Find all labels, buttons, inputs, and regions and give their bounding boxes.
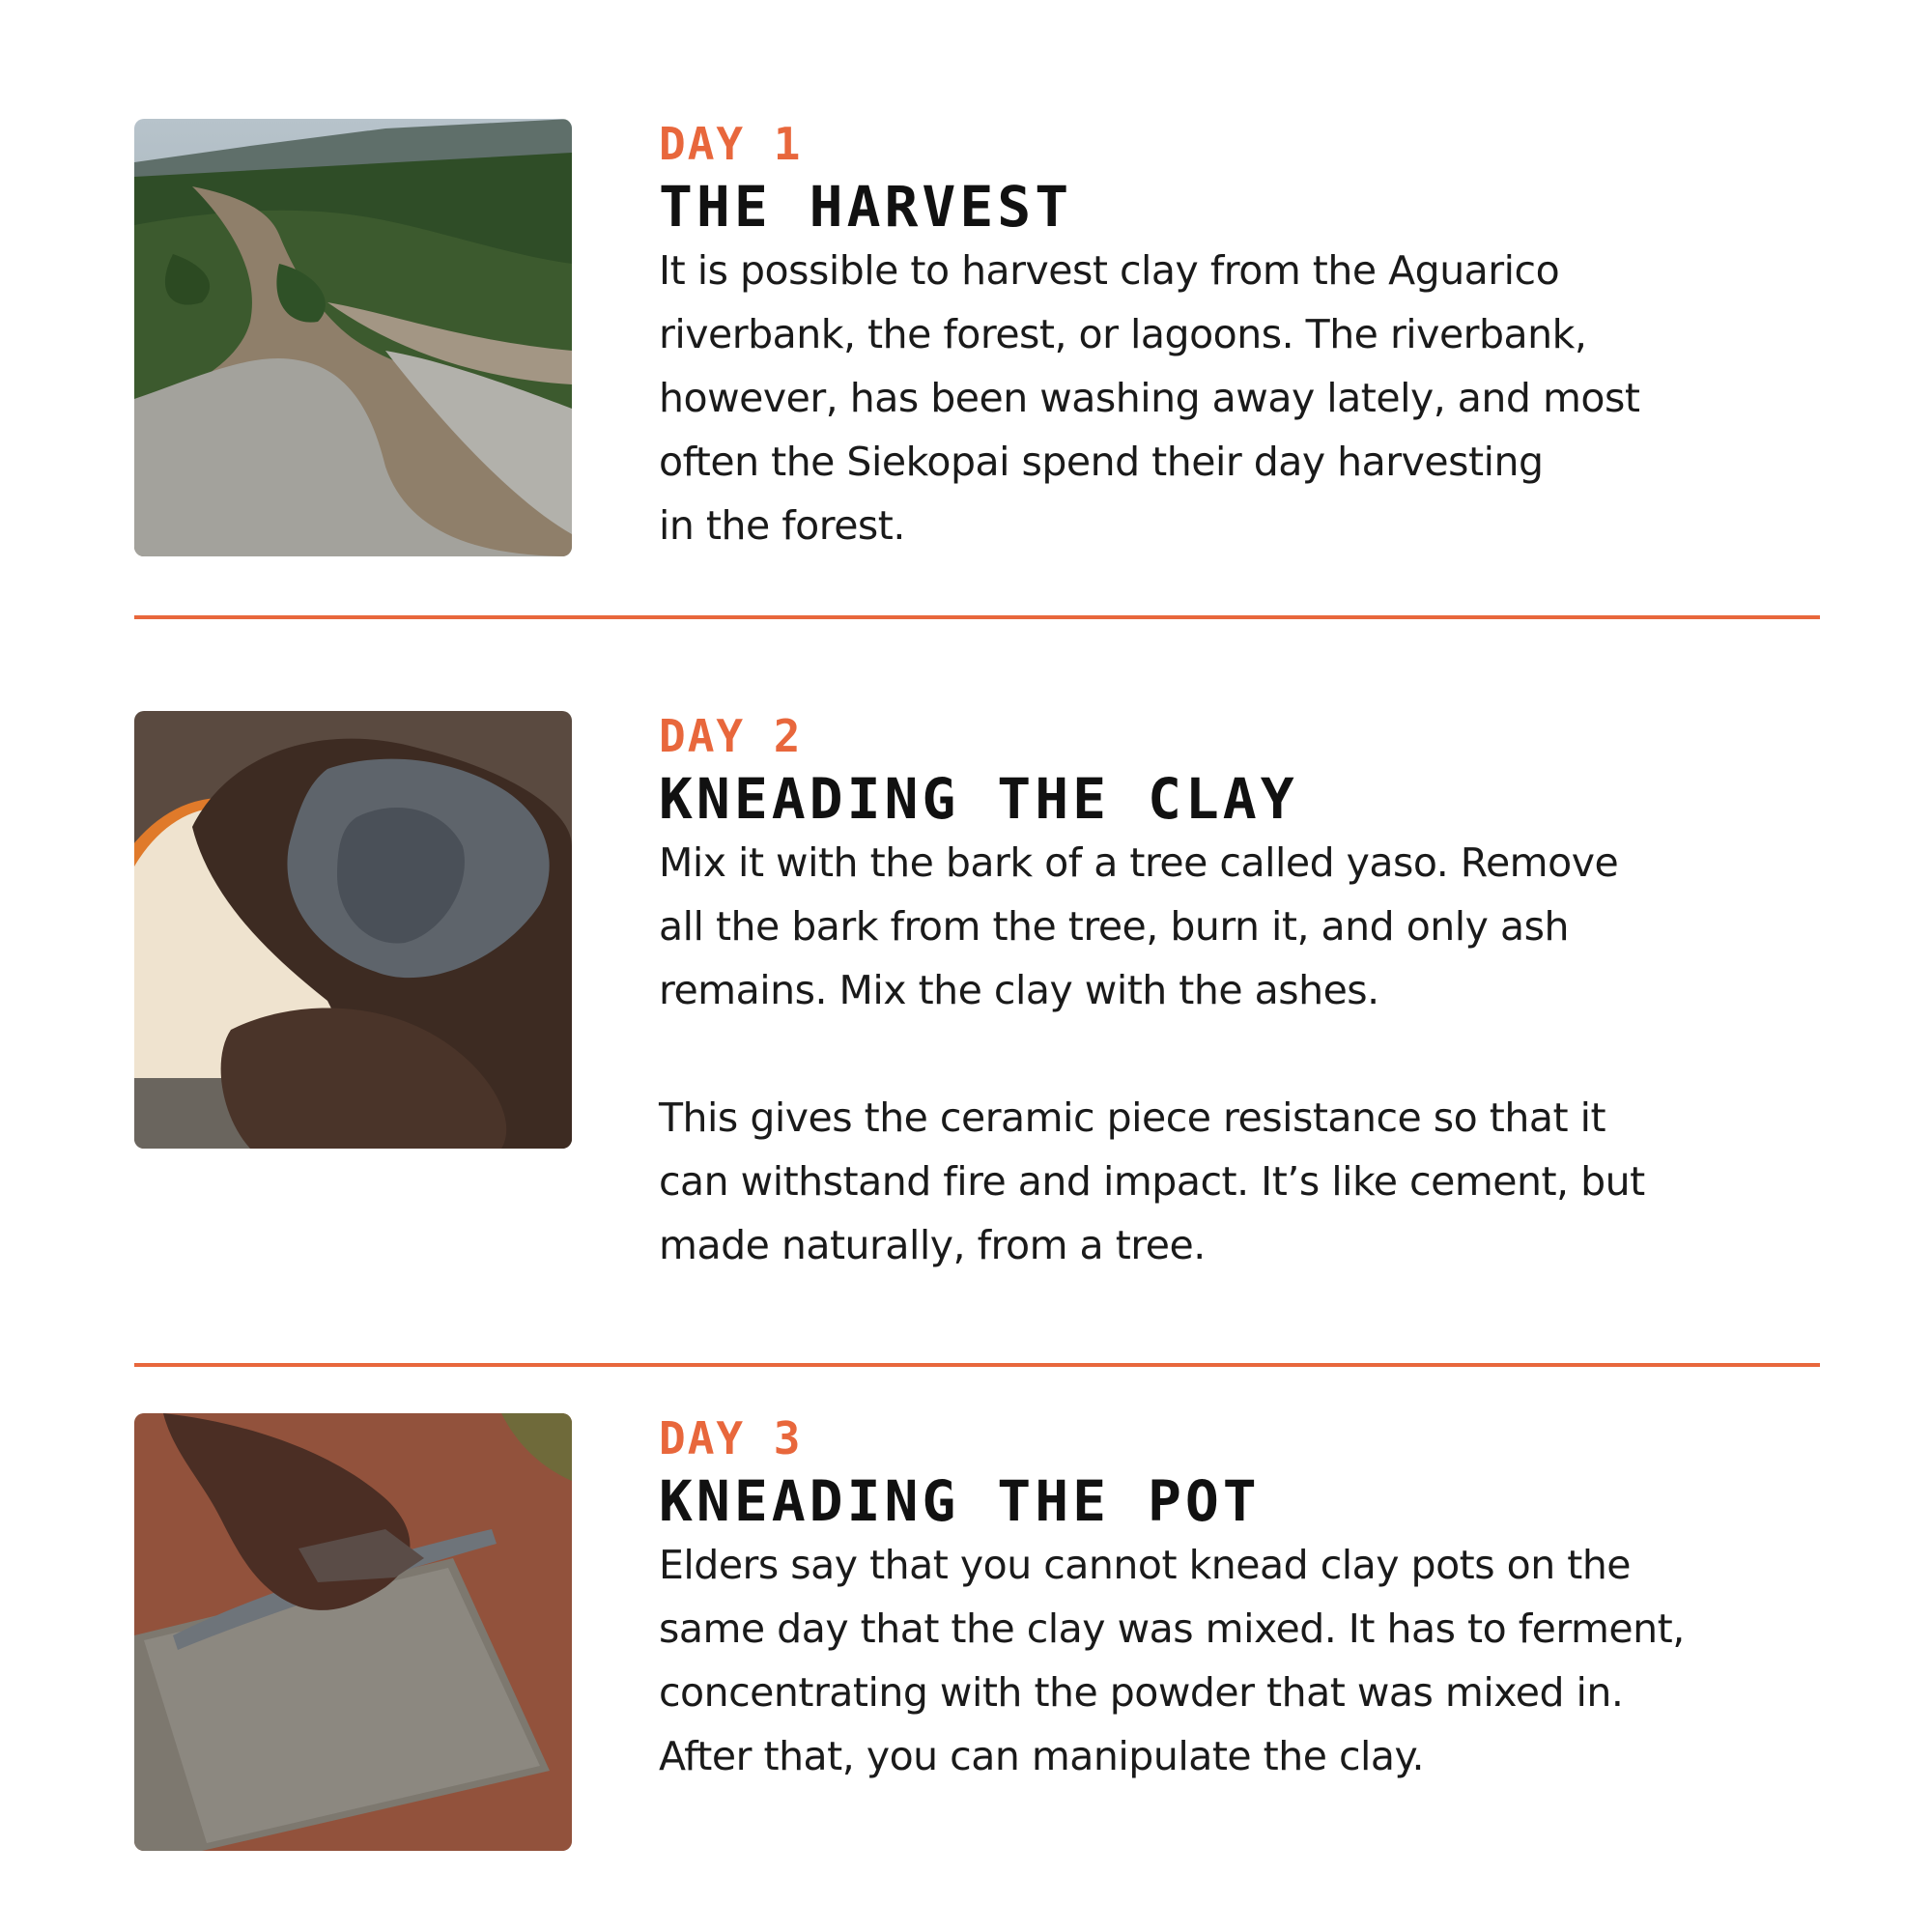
body-line: made naturally, from a tree.	[659, 1222, 1206, 1268]
body-line: same day that the clay was mixed. It has to ferment,	[659, 1605, 1685, 1652]
body-line: After that, you can manipulate the clay.	[659, 1733, 1424, 1779]
body-line: can withstand fire and impact. It’s like cement, but	[659, 1158, 1645, 1205]
section-title: THE HARVEST	[659, 174, 1073, 240]
body-line: remains. Mix the clay with the ashes.	[659, 967, 1379, 1013]
body-line: all the bark from the tree, burn it, and only ash	[659, 903, 1569, 950]
section-body	[659, 831, 1866, 1277]
section-divider	[134, 1363, 1820, 1367]
body-line: concentrating with the powder that was mixed in.	[659, 1669, 1624, 1716]
section-title: KNEADING THE POT	[659, 1468, 1261, 1534]
paragraph-gap	[659, 1022, 1866, 1086]
section-text	[659, 711, 1866, 1277]
body-line: often the Siekopai spend their day harvesting	[659, 439, 1544, 485]
body-line: riverbank, the forest, or lagoons. The riverbank,	[659, 311, 1587, 357]
body-line: Elders say that you cannot knead clay pots on the	[659, 1542, 1632, 1588]
day-label: DAY 2	[659, 710, 803, 762]
body-line: It is possible to harvest clay from the Aguarico	[659, 247, 1560, 294]
section-text	[659, 119, 1866, 557]
section-body	[659, 239, 1866, 557]
day-label: DAY 3	[659, 1412, 803, 1464]
aerial-river-photo	[134, 119, 572, 556]
section-text	[659, 1413, 1866, 1788]
body-line: Mix it with the bark of a tree called yaso. Remove	[659, 839, 1619, 886]
hand-rolling-clay-coil-photo	[134, 1413, 572, 1851]
hands-kneading-clay-photo	[134, 711, 572, 1149]
section-title: KNEADING THE CLAY	[659, 766, 1298, 832]
body-line: however, has been washing away lately, and most	[659, 375, 1640, 421]
section-divider	[134, 615, 1820, 619]
body-line: This gives the ceramic piece resistance so that it	[659, 1094, 1606, 1141]
day-label: DAY 1	[659, 118, 803, 170]
section-body	[659, 1533, 1866, 1788]
body-line: in the forest.	[659, 502, 905, 549]
